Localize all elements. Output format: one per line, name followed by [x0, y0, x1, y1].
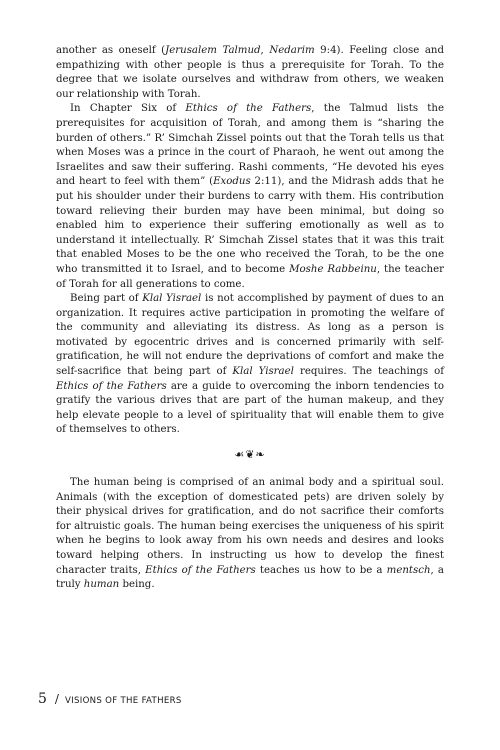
page-footer [38, 691, 182, 707]
italic-term: Ethics of the Fathers [56, 380, 167, 392]
footer-separator: / [54, 692, 59, 706]
italic-term: human [83, 579, 120, 591]
page-number: 5 [38, 691, 47, 707]
section-break-ornament-icon: ☙❦❧ [234, 448, 266, 462]
book-page [56, 44, 444, 593]
italic-term: Klal Yisrael [232, 366, 294, 378]
running-head: VISIONS OF THE FATHERS [64, 696, 182, 706]
italic-term: Exodus [213, 176, 251, 188]
italic-term: Ethics of the Fathers [145, 564, 256, 576]
paragraph-3: Being part of Klal Yisrael is not accomplished by payment of dues to an organization. It requires active participation in promoting the welfare of the community and alleviating its distress. As long as a person is motivated by egocentric drives and is concerned primarily with self-gratification, he will not endure the deprivations of comfort and make the self-sacrifice that being part of Klal Yisrael requires. The teachings of Ethics of the Fathers are a guide to overcoming the inborn tendencies to gratify the various drives that are part of the human makeup, and they help elevate people to a level of spirituality that will enable them to give of themselves to others. [56, 293, 445, 436]
italic-term: Ethics of the Fathers [185, 103, 312, 115]
italic-term: Nedarim [269, 45, 315, 56]
italic-term: Klal Yisrael [142, 293, 202, 305]
italic-term: mentsch [386, 564, 431, 576]
paragraph-4: The human being is comprised of an animal body and a spiritual soul. Animals (with the exception of domesticated pets) are driven solely by their physical drives for gratification, and do not sacrifice their comforts for altruistic goals. The human being exercises the uniqueness of his spirit when he begins to look away from his own needs and desires and looks toward helping others. In instructing us how to develop the finest character traits, Ethics of the Fathers teaches us how to be a mentsch, a truly human being. [56, 477, 444, 591]
paragraph-2: In Chapter Six of Ethics of the Fathers, the Talmud lists the prerequisites for acquisition of Torah, and among them is “sharing the burden of others.” R’ Simchah Zissel points out that the Torah tells us that when Moses was a prince in the court of Pharaoh, he went out among the Israelites and saw their suffering. Rashi comments, “He devoted his eyes and heart to feel with them” (Exodus 2:11), and the Midrash adds that he put his shoulder under their burdens to carry with them. His contribution toward relieving their burden may have been minimal, but doing so enabled him to experience their suffering emotionally as well as to understand it intellectually. R’ Simchah Zissel states that it was this trait that enabled Moses to be the one who received the Torah, to be the one who transmitted it to Israel, and to become Moshe Rabbeinu, the teacher of Torah for all generations to come. [56, 103, 444, 290]
italic-term: Jerusalem Talmud [165, 45, 261, 56]
paragraph-1: another as oneself (Jerusalem Talmud, Nedarim 9:4). Feeling close and empathizing with other people is thus a prerequisite for Torah. To the degree that we isolate ourselves and withdraw from others, we weaken our relationship with Torah. [56, 45, 444, 100]
italic-term: Moshe Rabbeinu [289, 263, 377, 275]
